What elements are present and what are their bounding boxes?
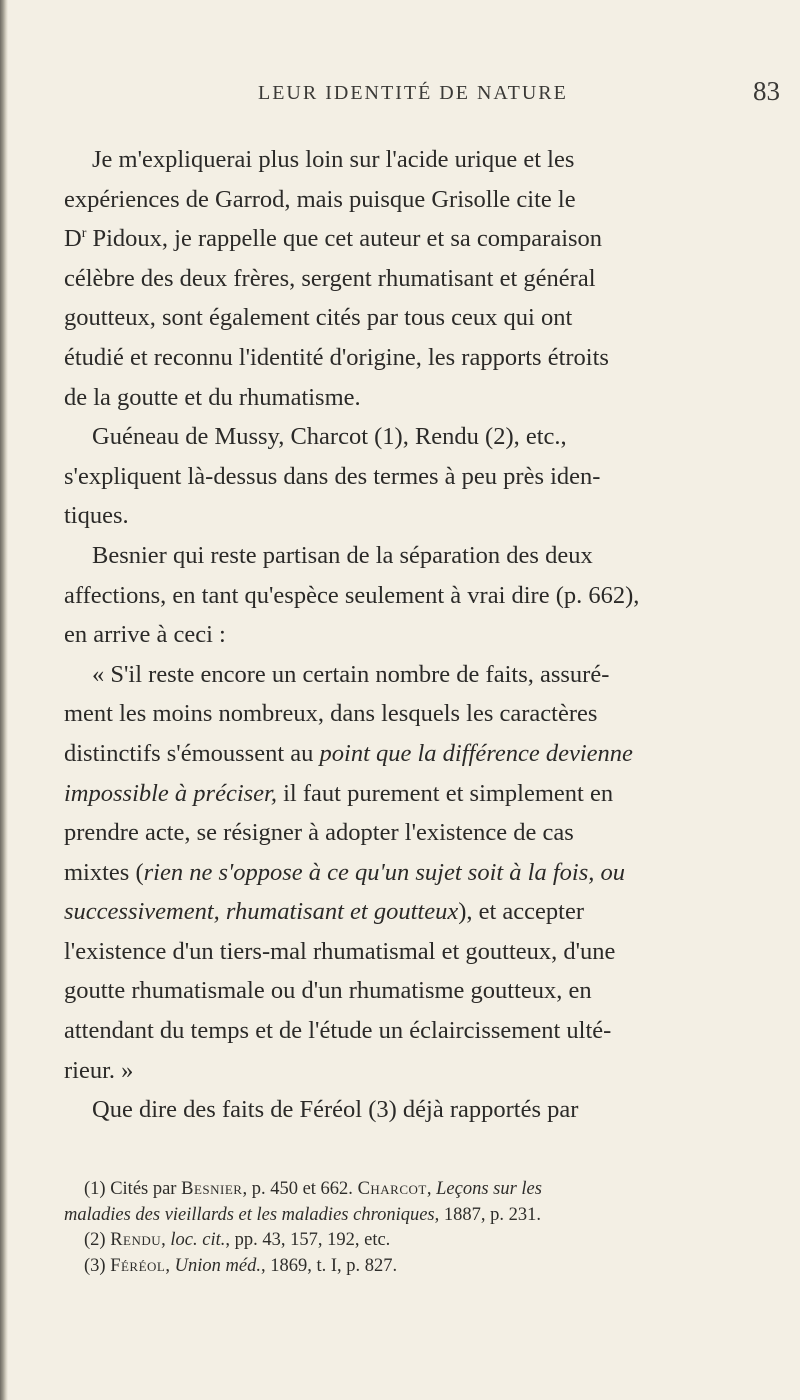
author-name: Besnier [181, 1179, 243, 1199]
footnote-1 [64, 1177, 780, 1203]
text-span: , 1869, t. I, p. 827. [260, 1255, 398, 1276]
text-line [64, 932, 784, 972]
text-line [64, 259, 784, 299]
text-span: goutteux, sont également cités par tous ceux qui ont [64, 304, 573, 332]
author-name: Rendu [110, 1230, 162, 1250]
text-line [64, 457, 784, 497]
page-number: 83 [753, 76, 780, 106]
body-text [64, 140, 784, 1130]
text-span: , [426, 1179, 437, 1199]
text-line [64, 1090, 784, 1130]
italic-span: Union méd. [174, 1255, 261, 1276]
footnote-2 [64, 1228, 780, 1254]
text-span: , [161, 1230, 171, 1250]
text-line [64, 338, 784, 378]
footnote-1-continued [64, 1203, 780, 1229]
text-span: , 1887, p. 231. [434, 1204, 542, 1225]
text-span: ment les moins nombreux, dans lesquels les caractères [64, 700, 598, 728]
text-line [64, 496, 784, 536]
text-span: ), et accepter [458, 898, 585, 926]
text-span: Pidoux, je rappelle que cet auteur et sa comparaison [86, 225, 603, 253]
text-span: (1) Cités par [84, 1179, 182, 1199]
text-line [64, 298, 784, 338]
text-span: goutte rhumatismale ou d'un rhumatisme goutteux, en [64, 977, 592, 1005]
text-line [64, 140, 784, 180]
text-span: s'expliquent là-dessus dans des termes à peu près iden- [64, 462, 601, 490]
text-span: de la goutte et du rhumatisme. [64, 383, 361, 411]
text-span: attendant du temps et de l'étude un éclaircissement ulté- [64, 1017, 612, 1045]
text-span: Je m'expliquerai plus loin sur l'acide urique et les [92, 146, 575, 173]
text-line [64, 655, 784, 695]
text-line [64, 813, 784, 853]
italic-span: Leçons sur les [436, 1179, 542, 1199]
text-line [64, 1051, 784, 1091]
text-line [64, 576, 784, 616]
text-span: célèbre des deux frères, sergent rhumatisant et général [64, 264, 596, 292]
text-span: rieur. » [64, 1056, 134, 1084]
running-head: LEUR IDENTITÉ DE NATURE [258, 82, 568, 104]
text-span: mixtes ( [64, 858, 144, 886]
text-span: Que dire des faits de Féréol (3) déjà rapportés par [92, 1096, 579, 1124]
text-line [64, 892, 784, 932]
italic-span: successivement, rhumatisant et goutteux [64, 898, 459, 926]
text-span: étudié et reconnu l'identité d'origine, les rapports étroits [64, 343, 609, 371]
footnotes [64, 1177, 780, 1279]
text-span: l'existence d'un tiers-mal rhumatismal et goutteux, d'une [64, 937, 616, 965]
text-line [64, 219, 784, 259]
text-line [64, 1011, 784, 1051]
text-span: , pp. 43, 157, 192, etc. [225, 1230, 391, 1250]
text-line [64, 417, 784, 457]
text-span: expériences de Garrod, mais puisque Grisolle cite le [64, 185, 576, 213]
text-line [64, 536, 784, 576]
text-span: (3) [84, 1255, 111, 1276]
text-span: distinctifs s'émoussent au [64, 739, 320, 767]
text-line [64, 694, 784, 734]
italic-span: rien ne s'oppose à ce qu'un sujet soit à la fois, ou [143, 858, 626, 886]
text-line [64, 378, 784, 418]
superscript: r [81, 226, 87, 242]
text-span: tiques. [64, 502, 129, 530]
page-gutter-shadow [0, 0, 8, 1400]
text-line [64, 734, 784, 774]
text-span: Besnier qui reste partisan de la séparation des deux [92, 541, 593, 569]
text-span: prendre acte, se résigner à adopter l'existence de cas [64, 819, 574, 847]
text-line [64, 180, 784, 220]
text-span: D [64, 225, 82, 253]
text-span: il faut purement et simplement en [277, 779, 614, 807]
italic-span: maladies des vieillards et les maladies chroniques [64, 1204, 435, 1225]
footnote-3 [64, 1254, 780, 1280]
italic-span: loc. cit. [170, 1230, 226, 1250]
italic-span: impossible à préciser, [64, 779, 277, 807]
italic-span: point que la différence devienne [319, 739, 633, 767]
text-span: affections, en tant qu'espèce seulement à vrai dire (p. 662), [64, 581, 640, 609]
text-span: « S'il reste encore un certain nombre de faits, assuré- [92, 660, 610, 688]
text-line [64, 774, 784, 814]
text-span: , [165, 1255, 175, 1276]
text-span: Guéneau de Mussy, Charcot (1), Rendu (2), etc., [92, 423, 567, 451]
text-line [64, 853, 784, 893]
text-span: , p. 450 et 662. [242, 1179, 358, 1199]
text-span: en arrive à ceci : [64, 621, 226, 649]
text-line [64, 971, 784, 1011]
author-name: Féréol [110, 1255, 166, 1276]
text-line [64, 615, 784, 655]
author-name: Charcot [357, 1179, 427, 1199]
text-span: (2) [84, 1230, 111, 1250]
page-header [40, 76, 780, 116]
